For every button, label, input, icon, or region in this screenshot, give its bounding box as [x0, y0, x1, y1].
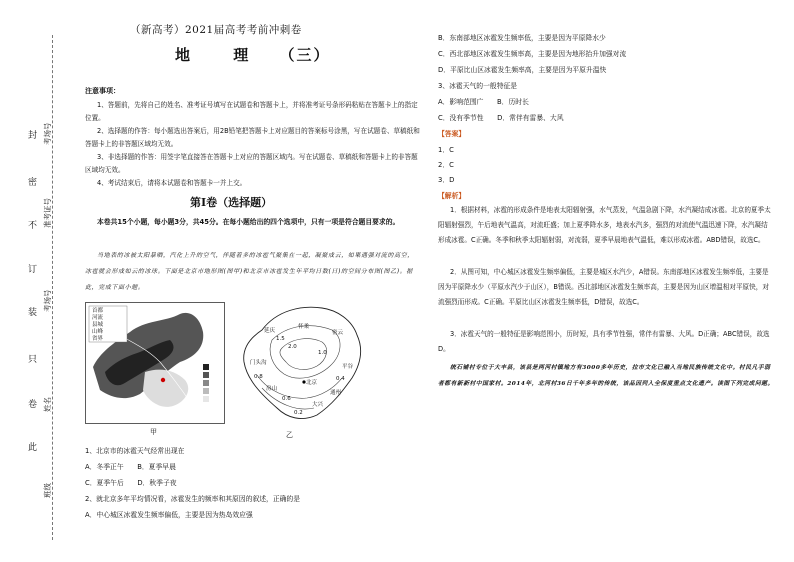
passage-text: 统石铺村专位于大丰县，该县是两河村镇地方有3000多年历史，拉市文化已融入当地民族传统文化中。村民凡手弱者都有新新村中国家村。2014年，北河村36日千年多年的传统，该品因列入全保度重点文化遗产。读图下列完成问题。 [438, 365, 774, 387]
figure-caption-b: 乙 [286, 431, 293, 439]
elevation-swatch [203, 372, 209, 378]
section-heading: 第Ⅰ卷（选择题） [190, 196, 273, 209]
subject-char: （三） [279, 46, 331, 64]
question-option: C．西北部地区冰雹发生频率高，主要是因为地形抬升加强对流 [438, 50, 627, 58]
margin-char: 密 [28, 178, 38, 188]
subject-char: 地 [175, 46, 193, 64]
isoline-label: 0.6 [282, 396, 291, 402]
subject-title [175, 44, 331, 65]
passage-text: 当地表的冰被太阳暴晒，汽化上升的空气，伴随着多的冰雹气聚集在一起，凝聚成云，如果遇强对流的高空，冰雹就会形成如云的冰球。下面是北京市地形图(图甲)和北京市冰雹发生年平均日数(日)的空间分布图(图乙)。据此，完成下面小题。 [85, 252, 414, 291]
figure-caption-a: 甲 [150, 428, 157, 436]
isoline-label: 0.4 [336, 376, 345, 382]
legend-item: 首都 [92, 308, 104, 314]
notes-heading: 注意事项： [85, 87, 120, 95]
question-text: 3、冰雹天气的一般特征是 [438, 82, 518, 90]
margin-char: 只 [28, 355, 38, 365]
section-intro: 本卷共15个小题，每小题3分，共45分。在每小题给出的四个选项中，只有一项是符合题目要求的。 [97, 218, 400, 226]
question-option: D．平原比山区冰雹发生频率高，主要是因为平原升温快 [438, 66, 607, 74]
isoline-label: 2.0 [288, 344, 297, 350]
margin-char: 不 [28, 221, 38, 231]
place-label: 房山 [266, 386, 278, 392]
place-label: 通州 [330, 390, 342, 396]
place-label: 北京 [306, 380, 318, 386]
subject-char: 理 [233, 46, 251, 64]
margin-char: 此 [28, 443, 38, 453]
capital-marker [161, 378, 165, 382]
legend-item: 省界 [92, 336, 104, 342]
isoline-label: 1.5 [276, 336, 285, 342]
answer-item: 3．D [438, 176, 455, 184]
margin-char: 订 [28, 265, 38, 275]
note-item: 2、选择题的作答：每小题选出答案后，用2B铅笔把答题卡上对应题目的答案标号涂黑，写在试题卷、草稿纸和答题卡上的非答题区域均无效。 [85, 127, 420, 148]
note-item: 1、答题前，先将自己的姓名、准考证号填写在试题卷和答题卡上，并将准考证号条形码粘贴在答题卡上的指定位置。 [85, 101, 418, 122]
margin-label: 姓名 [43, 397, 52, 412]
question-text: 2、就北京多年平均情况看，冰雹发生的频率和其原因的叙述，正确的是 [85, 495, 301, 503]
question-option: B．东南部地区冰雹发生频率低，主要是因为平原降水少 [438, 34, 606, 42]
answer-item: 2．C [438, 161, 454, 169]
isoline-label: 0.2 [294, 410, 303, 416]
margin-label: 准考证号 [43, 198, 52, 228]
elevation-swatch [203, 396, 209, 402]
margin-label: 班级 [43, 483, 52, 498]
margin-label: 考场号 [43, 122, 52, 145]
analysis-paragraph: 2．从图可知，中心城区冰雹发生频率偏低，主要是城区水汽少，A错误。东南部地区冰雹发生频率低，主要是因为平原降水少（平原水汽少于山区），B错误。西北部地区冰雹发生频率高，主要是因为山区增温相对平原快，对流强烈而形成。C正确。平原比山区冰雹发生频率低，D错误，故选C。 [438, 268, 769, 306]
question-option: A．中心城区冰雹发生频率偏低，主要是因为热岛效应强 [85, 511, 253, 519]
map-legend [92, 308, 103, 343]
question-option: A．冬季正午 B．夏季早晨 [85, 463, 176, 471]
exam-title: （新高考）2021届高考考前冲刺卷 [130, 24, 302, 36]
place-label: 延庆 [264, 328, 276, 334]
question-option: A．影响范围广 B．历时长 [438, 98, 529, 106]
isoline [270, 326, 340, 378]
elevation-swatch [203, 388, 209, 394]
note-item: 3、非选择题的作答：用签字笔直接答在答题卡上对应的答题区域内。写在试题卷、草稿纸和答题卡上的非答题区域均无效。 [85, 153, 418, 174]
binding-line [52, 35, 53, 540]
elevation-swatch [203, 364, 209, 370]
margin-char: 卷 [28, 400, 38, 410]
isoline-label: 0.8 [254, 374, 263, 380]
margin-label: 考场号 [43, 289, 52, 312]
legend-item: 县城 [92, 322, 104, 328]
legend-item: 河流 [92, 315, 104, 321]
margin-char: 封 [28, 131, 38, 141]
isoline-label: 1.0 [318, 350, 327, 356]
place-label: 大兴 [312, 402, 324, 408]
terrain-map-figure [85, 302, 225, 424]
hail-isoline-map-figure [232, 300, 382, 428]
note-item: 4、考试结束后，请将本试题卷和答题卡一并上交。 [97, 179, 247, 187]
answer-item: 1．C [438, 146, 454, 154]
answer-tag: 【答案】 [438, 130, 466, 138]
place-label: 密云 [332, 330, 344, 336]
margin-char: 装 [28, 308, 38, 318]
question-text: 1、北京市的冰雹天气经常出现在 [85, 447, 185, 455]
question-option: C．夏季午后 D．秋季子夜 [85, 479, 177, 487]
place-label: 平谷 [342, 364, 354, 370]
analysis-paragraph: 3．冰雹天气的一般特征是影响范围小，历时短，具有季节性强，常伴有雷暴、大风。D正确；ABC错误，故选D。 [438, 330, 770, 353]
place-label: 怀柔 [298, 324, 310, 330]
legend-item: 山峰 [92, 329, 104, 335]
analysis-tag: 【解析】 [438, 192, 466, 200]
question-option: C．没有季节性 D．常伴有雷暴、大风 [438, 114, 564, 122]
analysis-paragraph: 1．根据材料，冰雹的形成条件是地表太阳辐射强，水气蒸发，气温急剧下降，水汽凝结成冰雹。北京的夏季太阳辐射强烈，午后地表气温高，对流旺盛；加上夏季降水多，地表水汽多，强烈的对流使气温迅速下降，水汽凝结形成冰雹。C正确。冬季和秋季太阳辐射弱，对流弱，夏季早晨地表气温低，难以形成冰雹。ABD错误，故选C。 [438, 206, 771, 244]
place-label: 门头沟 [250, 360, 267, 366]
elevation-swatch [203, 380, 209, 386]
